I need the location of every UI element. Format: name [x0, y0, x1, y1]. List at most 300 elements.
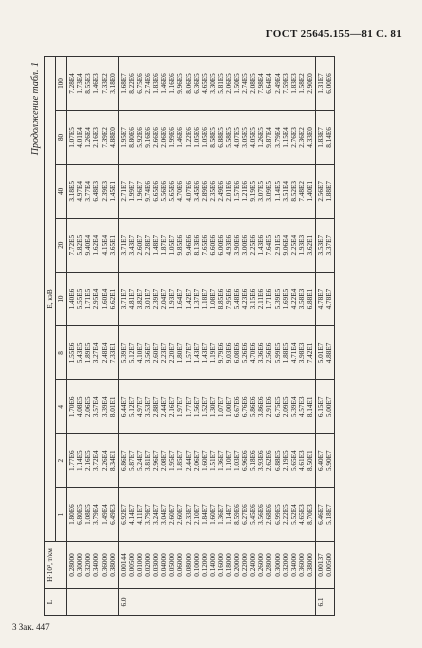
- energy-header-cell: 10: [56, 272, 67, 326]
- value-column: [118, 218, 315, 272]
- value-cell: 1.22E6: [184, 127, 193, 148]
- value-cell: 5.87E7: [127, 450, 136, 471]
- value-cell: 8.50E1: [305, 450, 314, 471]
- value-cell: 6.49E3: [108, 504, 117, 525]
- value-cell: 9.03E6: [224, 342, 233, 364]
- col-header-L: L: [45, 589, 67, 616]
- value-column: [67, 57, 119, 111]
- value-cell: 1.56E7: [192, 396, 201, 418]
- value-cell: 2.25E6: [249, 234, 258, 256]
- value-cell: 3.93E6: [257, 450, 266, 471]
- value-cell: 6.88E5: [273, 450, 282, 471]
- H-value: 0.38000: [108, 553, 117, 577]
- value-cell: 2.39E7: [152, 288, 161, 310]
- value-cell: 1.95E7: [119, 127, 128, 148]
- value-cell: 6.88E1: [305, 288, 314, 310]
- value-cell: 6.46E7: [317, 504, 325, 525]
- H-values: [316, 542, 335, 589]
- H-value: 0.26000: [257, 553, 266, 577]
- value-cell: 2.25E4: [289, 234, 298, 256]
- value-cell: 1.07E7: [216, 396, 225, 418]
- value-cell: 1.60E7: [200, 450, 209, 471]
- value-cell: 1.08E5: [84, 504, 93, 525]
- value-cell: 7.33E2: [100, 73, 109, 94]
- value-cell: 2.08E7: [160, 450, 169, 471]
- value-column: [118, 272, 315, 326]
- H-value: 0.16000: [216, 553, 225, 577]
- value-cell: 2.08E5: [249, 73, 258, 94]
- L-value: 6.1: [316, 589, 335, 616]
- value-cell: 1.15E4: [281, 127, 290, 148]
- value-cell: 6.86E7: [119, 450, 128, 471]
- H-value: 0.06000: [176, 553, 185, 577]
- value-cell: 2.74E5: [241, 73, 250, 94]
- value-cell: 1.05E7: [168, 234, 177, 256]
- value-cell: 6.67E6: [233, 396, 242, 418]
- value-column: [67, 326, 119, 380]
- value-cell: 3.98E3: [297, 342, 306, 364]
- value-cell: 1.89E5: [84, 342, 93, 364]
- value-column: [316, 326, 335, 380]
- value-cell: 3.82E7: [135, 288, 144, 310]
- value-cell: 2.01E6: [224, 181, 233, 202]
- H-value: 0.01000: [135, 553, 144, 577]
- value-cell: 5.00E7: [325, 396, 334, 418]
- value-cell: 1.99E7: [127, 181, 136, 202]
- value-cell: 2.11E6: [257, 288, 266, 310]
- value-cell: 5.12E7: [127, 396, 136, 418]
- value-cell: 1.26E5: [257, 127, 266, 148]
- value-cell: 5.48E6: [233, 288, 242, 310]
- energy-header-cell: 80: [56, 111, 67, 165]
- value-cell: 6.40E7: [317, 450, 325, 471]
- H-value: 0.24000: [249, 553, 258, 577]
- value-cell: 3.04E7: [160, 504, 169, 525]
- value-cell: 1.30E7: [208, 396, 217, 418]
- value-cell: 1.96E7: [135, 181, 144, 202]
- value-cell: 1.83E3: [289, 73, 298, 94]
- value-cell: 1.48E7: [152, 234, 161, 256]
- value-column: [118, 57, 315, 111]
- value-cell: 7.65E6: [200, 234, 209, 256]
- table-group-row: [316, 57, 335, 616]
- value-cell: 5.99E5: [273, 342, 282, 364]
- value-cell: 6.62E1: [108, 288, 117, 310]
- value-cell: 3.71E7: [119, 288, 128, 310]
- rotated-table-area: [30, 56, 380, 616]
- value-cell: 2.60E7: [152, 342, 161, 364]
- value-cell: 1.97E7: [176, 396, 185, 418]
- value-cell: 2.26E4: [100, 450, 109, 471]
- value-cell: 5.65E6: [168, 181, 177, 202]
- value-cell: 8.14E1: [305, 396, 314, 418]
- value-cell: 8.52E3: [289, 181, 298, 202]
- value-cell: 4.23E6: [241, 288, 250, 310]
- value-cell: 1.99E6: [168, 127, 177, 148]
- value-cell: 1.55E6: [68, 342, 77, 364]
- value-cell: 4.33E0: [305, 127, 314, 148]
- value-column: [118, 488, 315, 542]
- value-column: [67, 272, 119, 326]
- value-cell: 5.56E6: [160, 181, 169, 202]
- value-cell: 1.16E6: [168, 73, 177, 94]
- value-cell: 2.48E4: [100, 342, 109, 364]
- value-cell: 5.24E7: [135, 450, 144, 471]
- H-value: 0.18000: [224, 553, 233, 577]
- value-cell: 6.75E6: [135, 73, 144, 94]
- value-cell: 2.96E7: [152, 450, 161, 471]
- value-column: [316, 488, 335, 542]
- value-cell: 1.26E4: [84, 127, 93, 148]
- value-cell: 3.77E4: [84, 181, 93, 202]
- value-cell: 1.45E1: [108, 181, 117, 202]
- value-cell: 1.49E4: [100, 504, 109, 525]
- value-cell: 1.51E7: [208, 450, 217, 471]
- value-column: [67, 434, 119, 488]
- value-cell: 3.45E6: [192, 181, 201, 202]
- value-cell: 2.44E7: [160, 396, 169, 418]
- value-cell: 4.05E5: [249, 127, 258, 148]
- value-cell: 7.72E5: [68, 234, 77, 256]
- value-cell: 5.39E4: [289, 396, 298, 418]
- value-cell: 2.06E5: [224, 73, 233, 94]
- value-cell: 1.77E7: [184, 396, 193, 418]
- value-cell: 5.18E6: [249, 450, 258, 471]
- value-cell: 7.59E3: [281, 73, 290, 94]
- H-values: [118, 542, 315, 589]
- H-value: 0.00137: [317, 553, 325, 577]
- value-cell: 7.98E4: [257, 73, 266, 94]
- value-cell: 5.55E5: [76, 288, 85, 310]
- value-cell: 5.52E4: [289, 504, 298, 525]
- value-cell: 2.06E6: [160, 127, 169, 148]
- value-cell: 4.15E4: [100, 234, 109, 256]
- H-value: 0.30000: [273, 553, 282, 577]
- value-cell: 4.22E4: [289, 288, 298, 310]
- value-cell: 1.36E7: [216, 450, 225, 471]
- value-cell: 2.19E5: [281, 450, 290, 471]
- value-cell: 4.88E0: [108, 127, 117, 148]
- H-value: 0.34000: [92, 553, 101, 577]
- value-cell: 8.06E5: [184, 73, 193, 94]
- value-cell: 2.33E7: [184, 504, 193, 525]
- value-cell: 4.88E7: [325, 342, 334, 364]
- value-cell: 1.64E7: [176, 288, 185, 310]
- value-column: [316, 434, 335, 488]
- value-cell: 2.91E6: [265, 396, 274, 418]
- value-cell: 3.27E4: [92, 342, 101, 364]
- value-cell: 8.80E6: [127, 127, 136, 148]
- H-value: 0.28000: [68, 553, 77, 577]
- value-cell: 8.55E3: [84, 73, 93, 94]
- value-cell: 8.13E6: [192, 234, 201, 256]
- value-cell: 9.16E6: [144, 127, 153, 148]
- value-cell: 1.14E5: [273, 181, 282, 202]
- value-column: [67, 488, 119, 542]
- value-cell: 1.83E6: [152, 73, 161, 94]
- value-cell: 6.65E6: [152, 181, 161, 202]
- value-cell: 8.34E1: [108, 450, 117, 471]
- value-cell: 3.18E5: [68, 181, 77, 202]
- H-value: 0.32000: [84, 553, 93, 577]
- value-cell: 2.89E6: [200, 181, 209, 202]
- value-cell: 3.39E4: [100, 396, 109, 418]
- H-value: 0.03000: [152, 553, 161, 577]
- value-cell: 4.70E6: [249, 342, 258, 364]
- value-cell: 4.71E4: [289, 342, 298, 364]
- value-cell: 3.65E1: [108, 234, 117, 256]
- value-cell: 1.21E6: [241, 181, 250, 202]
- value-cell: 3.05E5: [241, 127, 250, 148]
- value-cell: 3.01E7: [144, 288, 153, 310]
- data-table: [44, 56, 335, 616]
- value-cell: 3.57E4: [92, 396, 101, 418]
- value-column: [118, 380, 315, 434]
- value-column: [118, 434, 315, 488]
- value-cell: 1.83E7: [317, 127, 325, 148]
- value-cell: 2.10E7: [192, 504, 201, 525]
- value-column: [316, 111, 335, 165]
- value-cell: 5.01E7: [317, 342, 325, 364]
- value-cell: 1.80E6: [68, 504, 77, 525]
- value-cell: 1.18E7: [200, 288, 209, 310]
- value-cell: 1.77E6: [68, 450, 77, 471]
- H-values: [67, 542, 119, 589]
- value-cell: 1.07E5: [68, 127, 77, 148]
- value-cell: 2.20E7: [168, 342, 177, 364]
- value-cell: 1.57E7: [184, 342, 193, 364]
- value-cell: 1.46E3: [92, 73, 101, 94]
- value-cell: 2.44E7: [184, 450, 193, 471]
- value-cell: 1.05E6: [200, 127, 209, 148]
- value-cell: 2.39E3: [100, 181, 109, 202]
- value-cell: 1.87E7: [160, 234, 169, 256]
- L-value: 6.0: [118, 589, 315, 616]
- value-cell: 1.42E7: [184, 288, 193, 310]
- H-value: 0.02000: [144, 553, 153, 577]
- value-cell: 3.79E4: [92, 504, 101, 525]
- value-cell: 6.44E7: [119, 396, 128, 418]
- value-cell: 3.72E4: [92, 450, 101, 471]
- value-cell: 1.43E7: [200, 342, 209, 364]
- value-cell: 5.81E5: [216, 73, 225, 94]
- continuation-label: Продолжение табл. 1: [30, 62, 41, 156]
- energy-header-cell: 2: [56, 434, 67, 488]
- value-cell: 5.65E4: [289, 450, 298, 471]
- value-cell: 5.43E5: [76, 342, 85, 364]
- H-value: 0.08000: [184, 553, 193, 577]
- value-cell: 4.70E6: [176, 181, 185, 202]
- H-value: 0.04000: [160, 553, 169, 577]
- value-cell: 7.64E5: [265, 234, 274, 256]
- value-cell: 6.08E6: [233, 342, 242, 364]
- value-cell: 6.00E6: [216, 234, 225, 256]
- value-column: [118, 326, 315, 380]
- value-cell: 3.15E6: [249, 288, 258, 310]
- value-cell: 1.14E5: [76, 450, 85, 471]
- col-header-H: H·10³, т/км: [45, 542, 67, 589]
- H-value: 0.38000: [305, 553, 314, 577]
- value-cell: 2.88E7: [152, 396, 161, 418]
- value-cell: 2.95E4: [92, 288, 101, 310]
- value-cell: 1.88E5: [281, 342, 290, 364]
- value-cell: 1.93E3: [297, 234, 306, 256]
- value-cell: 1.58E2: [297, 73, 306, 94]
- value-column: [316, 57, 335, 111]
- value-cell: 5.39E5: [273, 288, 282, 310]
- energy-header-cell: 20: [56, 218, 67, 272]
- value-cell: 8.22E6: [127, 73, 136, 94]
- value-cell: 8.58E5: [208, 127, 217, 148]
- value-cell: 3.71E7: [119, 234, 128, 256]
- page-footer: 3 Зак. 447: [12, 622, 50, 632]
- value-cell: 8.85E6: [216, 288, 225, 310]
- value-cell: 6.64E4: [265, 73, 274, 94]
- value-cell: 8.14E6: [325, 127, 334, 148]
- value-cell: 4.93E6: [224, 234, 233, 256]
- value-cell: 7.48E2: [297, 181, 306, 202]
- H-value: 0.20000: [233, 553, 242, 577]
- value-cell: 1.84E7: [200, 504, 209, 525]
- H-value: 0.00144: [119, 553, 128, 577]
- H-value: 0.30000: [76, 553, 85, 577]
- H-value: 0.28000: [265, 553, 274, 577]
- value-cell: 4.65E3: [297, 504, 306, 525]
- value-cell: 1.88E7: [325, 181, 334, 202]
- value-cell: 2.36E2: [297, 127, 306, 148]
- energy-header-cell: 4: [56, 380, 67, 434]
- value-cell: 9.40E4: [84, 234, 93, 256]
- value-cell: 2.22E5: [281, 504, 290, 525]
- value-cell: 2.09E5: [281, 396, 290, 418]
- value-cell: 2.35E6: [208, 181, 217, 202]
- value-cell: 7.28E4: [68, 73, 77, 94]
- H-value: 0.00500: [325, 553, 334, 577]
- value-cell: 9.06E4: [281, 234, 290, 256]
- value-cell: 7.95E6: [224, 288, 233, 310]
- value-cell: 3.53E7: [144, 396, 153, 418]
- value-cell: 5.12E7: [127, 342, 136, 364]
- value-cell: 3.51E4: [281, 181, 290, 202]
- value-cell: 4.81E7: [127, 288, 136, 310]
- value-cell: 1.62E4: [92, 234, 101, 256]
- value-cell: 3.43E7: [127, 234, 136, 256]
- value-cell: 6.92E7: [119, 504, 128, 525]
- value-cell: 2.60E7: [135, 234, 144, 256]
- table-body: [67, 57, 335, 616]
- value-cell: 5.39E7: [119, 342, 128, 364]
- value-cell: 4.14E7: [127, 504, 136, 525]
- value-cell: 6.36E5: [192, 73, 201, 94]
- value-cell: 1.80E7: [176, 342, 185, 364]
- value-cell: 7.39E2: [100, 127, 109, 148]
- rotated-content: [30, 56, 380, 616]
- value-cell: 1.36E7: [216, 504, 225, 525]
- energy-header-row: [56, 57, 67, 616]
- H-value: 0.12000: [200, 553, 209, 577]
- value-cell: 1.73E4: [76, 73, 85, 94]
- value-cell: 4.97E7: [135, 396, 144, 418]
- value-cell: 1.43E6: [257, 234, 266, 256]
- value-column: [67, 164, 119, 218]
- H-value: 0.36000: [100, 553, 109, 577]
- energy-header-cell: 100: [56, 57, 67, 111]
- value-cell: 4.65E5: [200, 73, 209, 94]
- value-cell: 3.62E1: [305, 234, 314, 256]
- value-cell: 2.16E7: [168, 396, 177, 418]
- value-cell: 1.60E4: [100, 288, 109, 310]
- value-cell: 8.59E6: [233, 504, 242, 525]
- value-cell: 2.66E6: [152, 127, 161, 148]
- value-cell: 3.30E5: [208, 73, 217, 94]
- H-value: 0.14000: [208, 553, 217, 577]
- value-cell: 6.96E6: [241, 450, 250, 471]
- value-cell: 1.43E7: [192, 342, 201, 364]
- value-column: [67, 218, 119, 272]
- value-cell: 4.78E7: [325, 288, 334, 310]
- value-cell: 2.90E0: [305, 73, 314, 94]
- value-cell: 1.40E6: [68, 288, 77, 310]
- value-cell: 5.82E5: [76, 234, 85, 256]
- value-cell: 4.07E5: [233, 127, 242, 148]
- value-cell: 3.07E5: [257, 181, 266, 202]
- value-column: [67, 380, 119, 434]
- value-column: [316, 164, 335, 218]
- value-cell: 2.74E6: [144, 73, 153, 94]
- H-value: 0.22000: [241, 553, 250, 577]
- value-cell: 2.71E7: [119, 181, 128, 202]
- H-value: 0.05000: [168, 553, 177, 577]
- value-cell: 3.53E7: [317, 234, 325, 256]
- value-cell: 3.37E7: [325, 234, 334, 256]
- energy-header-cell: 8: [56, 326, 67, 380]
- value-cell: 4.78E7: [317, 288, 325, 310]
- value-cell: 3.24E7: [152, 504, 161, 525]
- value-cell: 4.01E4: [76, 127, 85, 148]
- value-cell: 2.16E3: [92, 127, 101, 148]
- value-cell: 1.57E6: [233, 181, 242, 202]
- value-cell: 6.27E6: [241, 504, 250, 525]
- value-cell: 2.60E7: [168, 504, 177, 525]
- value-cell: 4.07E6: [184, 181, 193, 202]
- value-cell: 1.08E7: [208, 288, 217, 310]
- value-cell: 5.45E6: [249, 504, 258, 525]
- value-cell: 2.04E7: [160, 288, 169, 310]
- value-cell: 3.09E5: [265, 181, 274, 202]
- value-cell: 1.71E6: [265, 288, 274, 310]
- value-cell: 2.23E7: [160, 342, 169, 364]
- value-cell: 4.10E7: [135, 342, 144, 364]
- value-cell: 1.46E6: [176, 127, 185, 148]
- value-cell: 4.11E7: [135, 504, 144, 525]
- value-cell: 6.88E5: [216, 127, 225, 148]
- value-cell: 4.61E3: [297, 450, 306, 471]
- value-cell: 1.93E7: [168, 288, 177, 310]
- value-cell: 1.46E6: [160, 73, 169, 94]
- value-cell: 1.14E7: [224, 504, 233, 525]
- table-group-row: [67, 57, 119, 616]
- value-cell: 3.79E7: [144, 504, 153, 525]
- value-cell: 8.70E3: [305, 504, 314, 525]
- value-cell: 3.56E7: [144, 342, 153, 364]
- value-cell: 9.87E4: [265, 127, 274, 148]
- value-cell: 2.16E5: [84, 450, 93, 471]
- value-cell: 1.50E5: [233, 73, 242, 94]
- value-cell: 6.75E5: [273, 396, 282, 418]
- value-column: [67, 111, 119, 165]
- value-cell: 9.19E5: [249, 181, 258, 202]
- value-cell: 2.76E3: [289, 127, 298, 148]
